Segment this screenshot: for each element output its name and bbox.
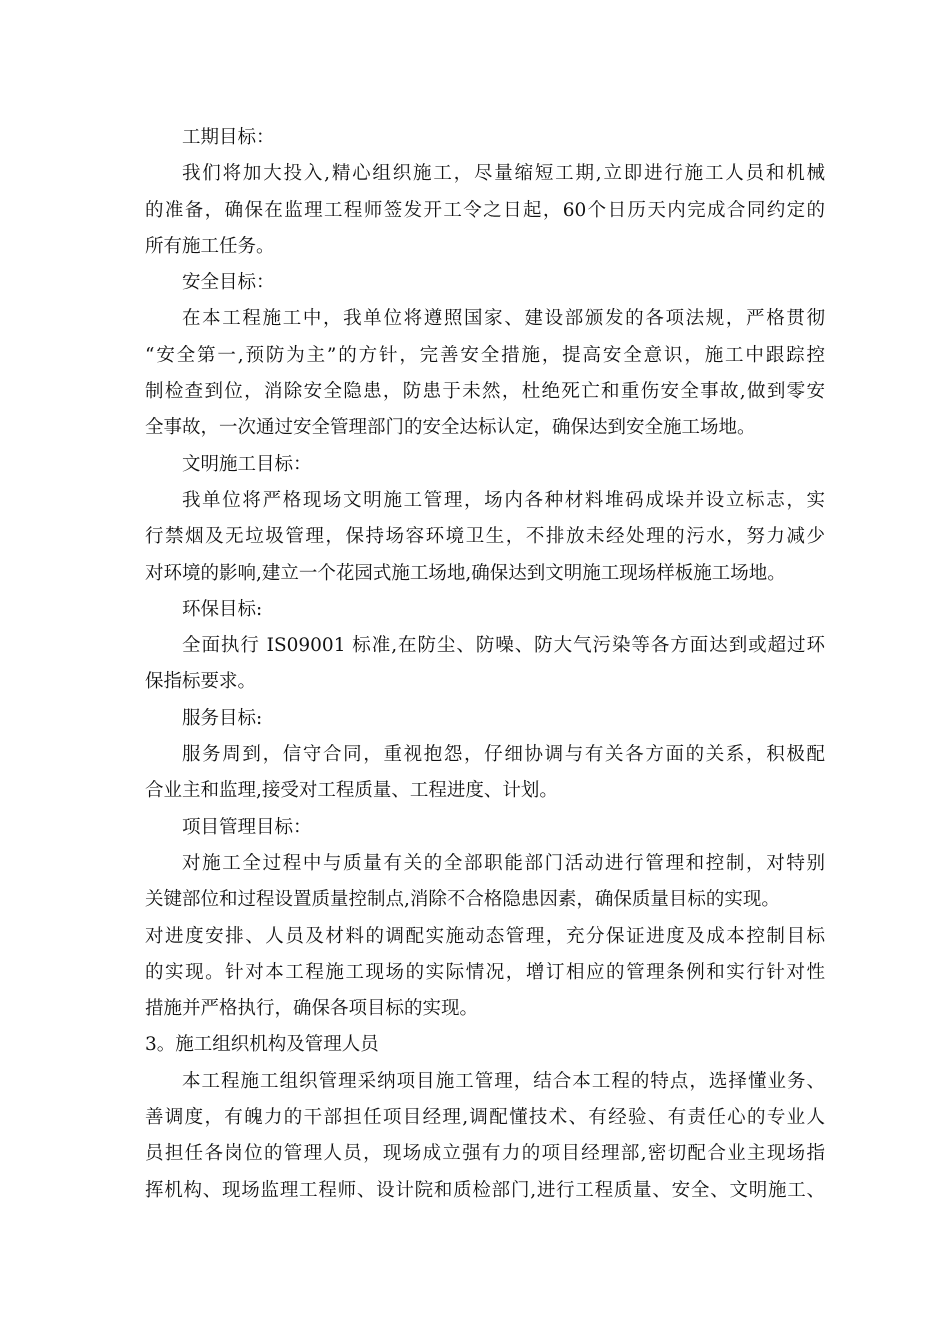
text-line: 文明施工目标： bbox=[182, 453, 312, 475]
text-line: 保指标要求。 bbox=[145, 671, 257, 693]
text-line: 服务目标: bbox=[182, 707, 263, 729]
text-line: 善调度，有魄力的干部担任项目经理,调配懂技术、有经验、有责任心的专业人 bbox=[145, 1107, 825, 1129]
text-line: “安全第一,预防为主”的方针，完善安全措施，提高安全意识，施工中跟踪控 bbox=[145, 344, 825, 366]
text-line: 项目管理目标： bbox=[182, 816, 312, 838]
text-line: 环保目标: bbox=[182, 598, 263, 620]
text-line: 制检查到位，消除安全隐患，防患于未然，杜绝死亡和重伤安全事故,做到零安 bbox=[145, 381, 825, 403]
text-line: 全事故，一次通过安全管理部门的安全达标认定，确保达到安全施工场地。 bbox=[145, 417, 756, 439]
text-line: 3。施工组织机构及管理人员 bbox=[145, 1034, 379, 1056]
text-line: 服务周到，信守合同，重视抱怨，仔细协调与有关各方面的关系，积极配 bbox=[182, 744, 825, 766]
text-line: 员担任各岗位的管理人员，现场成立强有力的项目经理部,密切配合业主现场指 bbox=[145, 1143, 825, 1165]
text-line: 本工程施工组织管理采纳项目施工管理，结合本工程的特点，选择懂业务、 bbox=[182, 1070, 825, 1092]
text-line: 挥机构、现场监理工程师、设计院和质检部门,进行工程质量、安全、文明施工、 bbox=[145, 1179, 825, 1201]
text-line: 所有施工任务。 bbox=[145, 235, 275, 257]
text-line: 行禁烟及无垃圾管理，保持场容环境卫生，不排放未经处理的污水，努力减少 bbox=[145, 526, 825, 548]
text-line: 安全目标： bbox=[182, 272, 275, 294]
text-line: 对进度安排、人员及材料的调配实施动态管理，充分保证进度及成本控制目标 bbox=[145, 925, 825, 947]
text-line: 对环境的影响,建立一个花园式施工场地,确保达到文明施工现场样板施工场地。 bbox=[145, 562, 786, 584]
text-line: 措施并严格执行，确保各项目标的实现。 bbox=[145, 998, 479, 1020]
text-line: 的实现。针对本工程施工现场的实际情况，增订相应的管理条例和实行针对性 bbox=[145, 961, 825, 983]
text-line: 关键部位和过程设置质量控制点,消除不合格隐患因素，确保质量目标的实现。 bbox=[145, 889, 780, 911]
text-line: 全面执行 IS09001 标准,在防尘、防噪、防大气污染等各方面达到或超过环 bbox=[182, 635, 825, 657]
text-line: 工期目标： bbox=[182, 127, 275, 148]
text-line: 我们将加大投入,精心组织施工，尽量缩短工期,立即进行施工人员和机械 bbox=[182, 163, 825, 185]
text-line: 的准备，确保在监理工程师签发开工令之日起，60个日历天内完成合同约定的 bbox=[145, 199, 825, 221]
text-line: 对施工全过程中与质量有关的全部职能部门活动进行管理和控制，对特别 bbox=[182, 852, 825, 874]
text-line: 在本工程施工中，我单位将遵照国家、建设部颁发的各项法规，严格贯彻 bbox=[182, 308, 825, 330]
text-line: 合业主和监理,接受对工程质量、工程进度、计划。 bbox=[145, 780, 558, 802]
text-line: 我单位将严格现场文明施工管理，场内各种材料堆码成垛并设立标志，实 bbox=[182, 489, 825, 511]
document-page bbox=[145, 120, 825, 1209]
